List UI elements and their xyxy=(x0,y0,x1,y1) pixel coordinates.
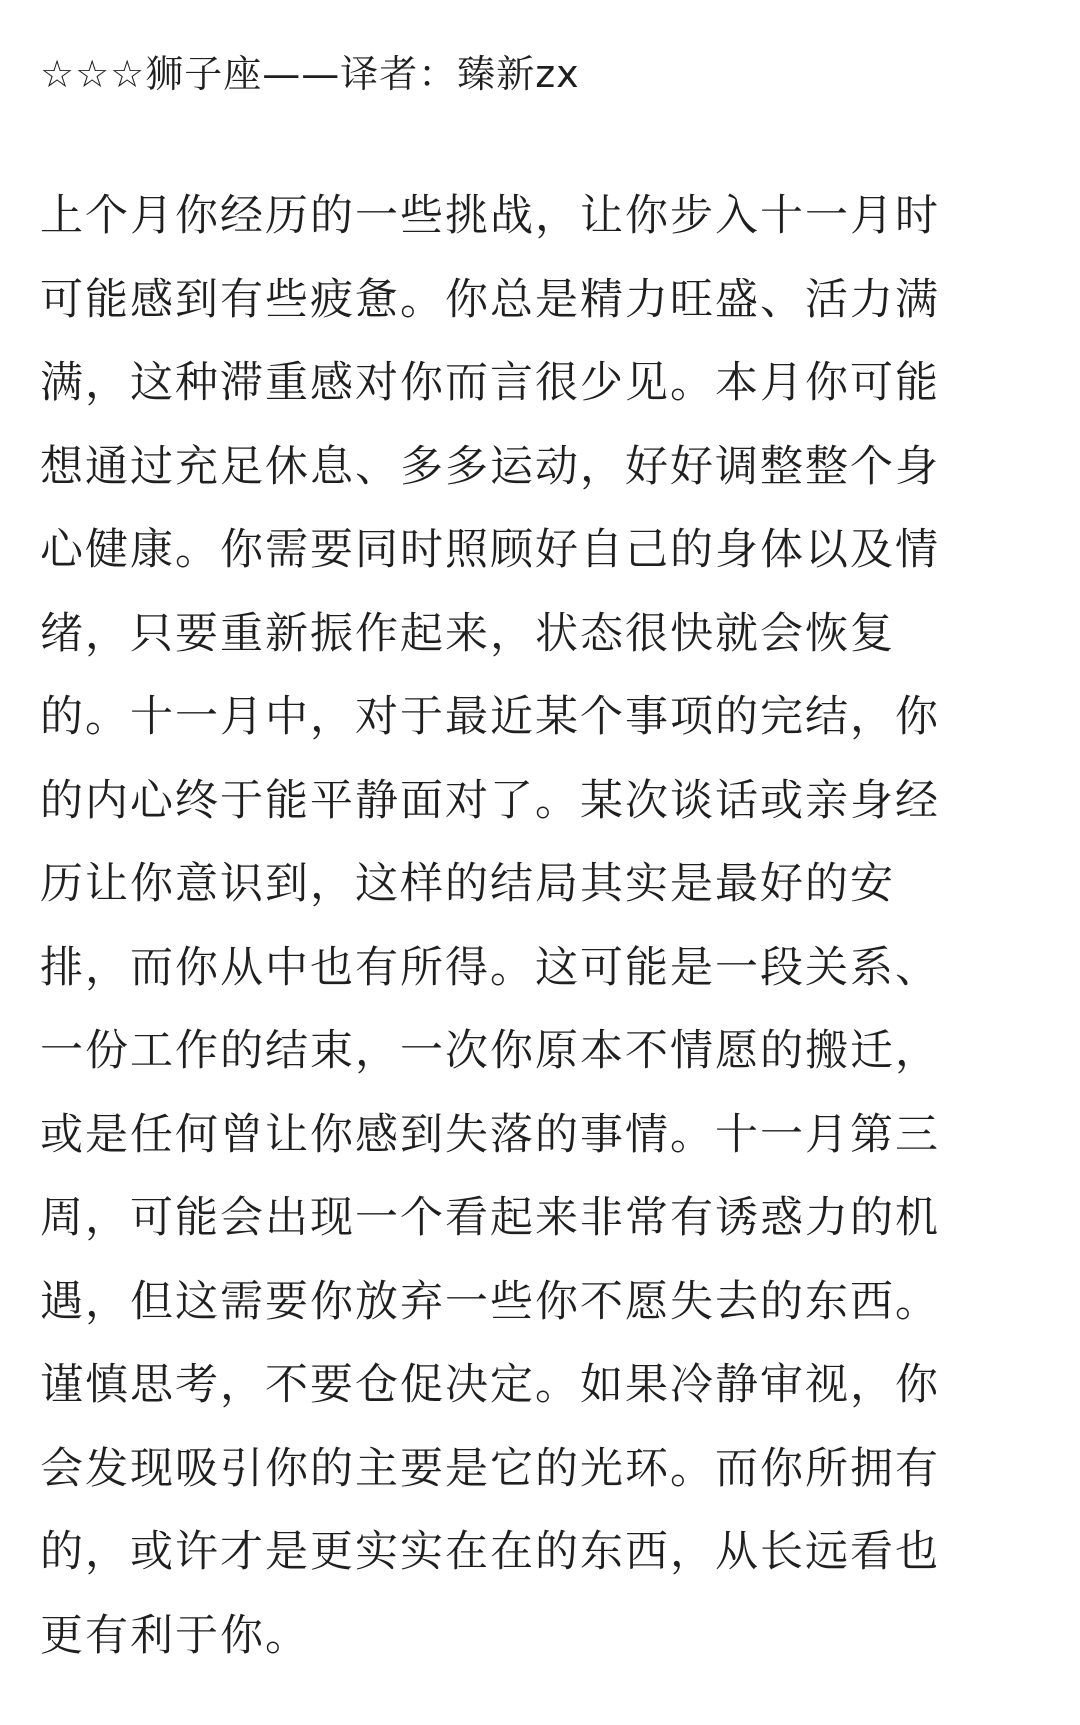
body-line: 更有利于你。 xyxy=(40,1610,310,1661)
body-line: 的，或许才是更实实在在的东西，从长远看也 xyxy=(40,1527,940,1577)
article-title: ☆☆☆狮子座——译者：臻新zx xyxy=(40,52,580,96)
body-line: 的。十一月中，对于最近某个事项的完结，你 xyxy=(40,692,940,742)
body-line: 可能感到有些疲惫。你总是精力旺盛、活力满 xyxy=(40,274,940,325)
body-line: 排，而你从中也有所得。这可能是一段关系、 xyxy=(40,942,940,993)
body-line: 或是任何曾让你感到失落的事情。十一月第三 xyxy=(40,1109,940,1160)
body-line: 历让你意识到，这样的结局其实是最好的安 xyxy=(40,859,895,909)
body-line: 会发现吸引你的主要是它的光环。而你所拥有 xyxy=(40,1443,940,1494)
body-line: 想通过充足休息、多多运动，好好调整整个身 xyxy=(40,441,940,492)
body-line: 的内心终于能平静面对了。某次谈话或亲身经 xyxy=(40,775,940,826)
body-line: 心健康。你需要同时照顾好自己的身体以及情 xyxy=(40,525,940,575)
body-line: 周，可能会出现一个看起来非常有诱惑力的机 xyxy=(40,1193,940,1243)
body-line: 满，这种滞重感对你而言很少见。本月你可能 xyxy=(40,358,940,408)
body-line: 遇，但这需要你放弃一些你不愿失去的东西。 xyxy=(40,1276,940,1327)
body-line: 谨慎思考，不要仓促决定。如果冷静审视，你 xyxy=(40,1360,940,1410)
body-line: 上个月你经历的一些挑战，让你步入十一月时 xyxy=(40,191,940,241)
body-line: 绪，只要重新振作起来，状态很快就会恢复 xyxy=(40,608,895,659)
body-line: 一份工作的结束，一次你原本不情愿的搬迁， xyxy=(40,1026,940,1076)
article-body xyxy=(40,180,1040,1683)
